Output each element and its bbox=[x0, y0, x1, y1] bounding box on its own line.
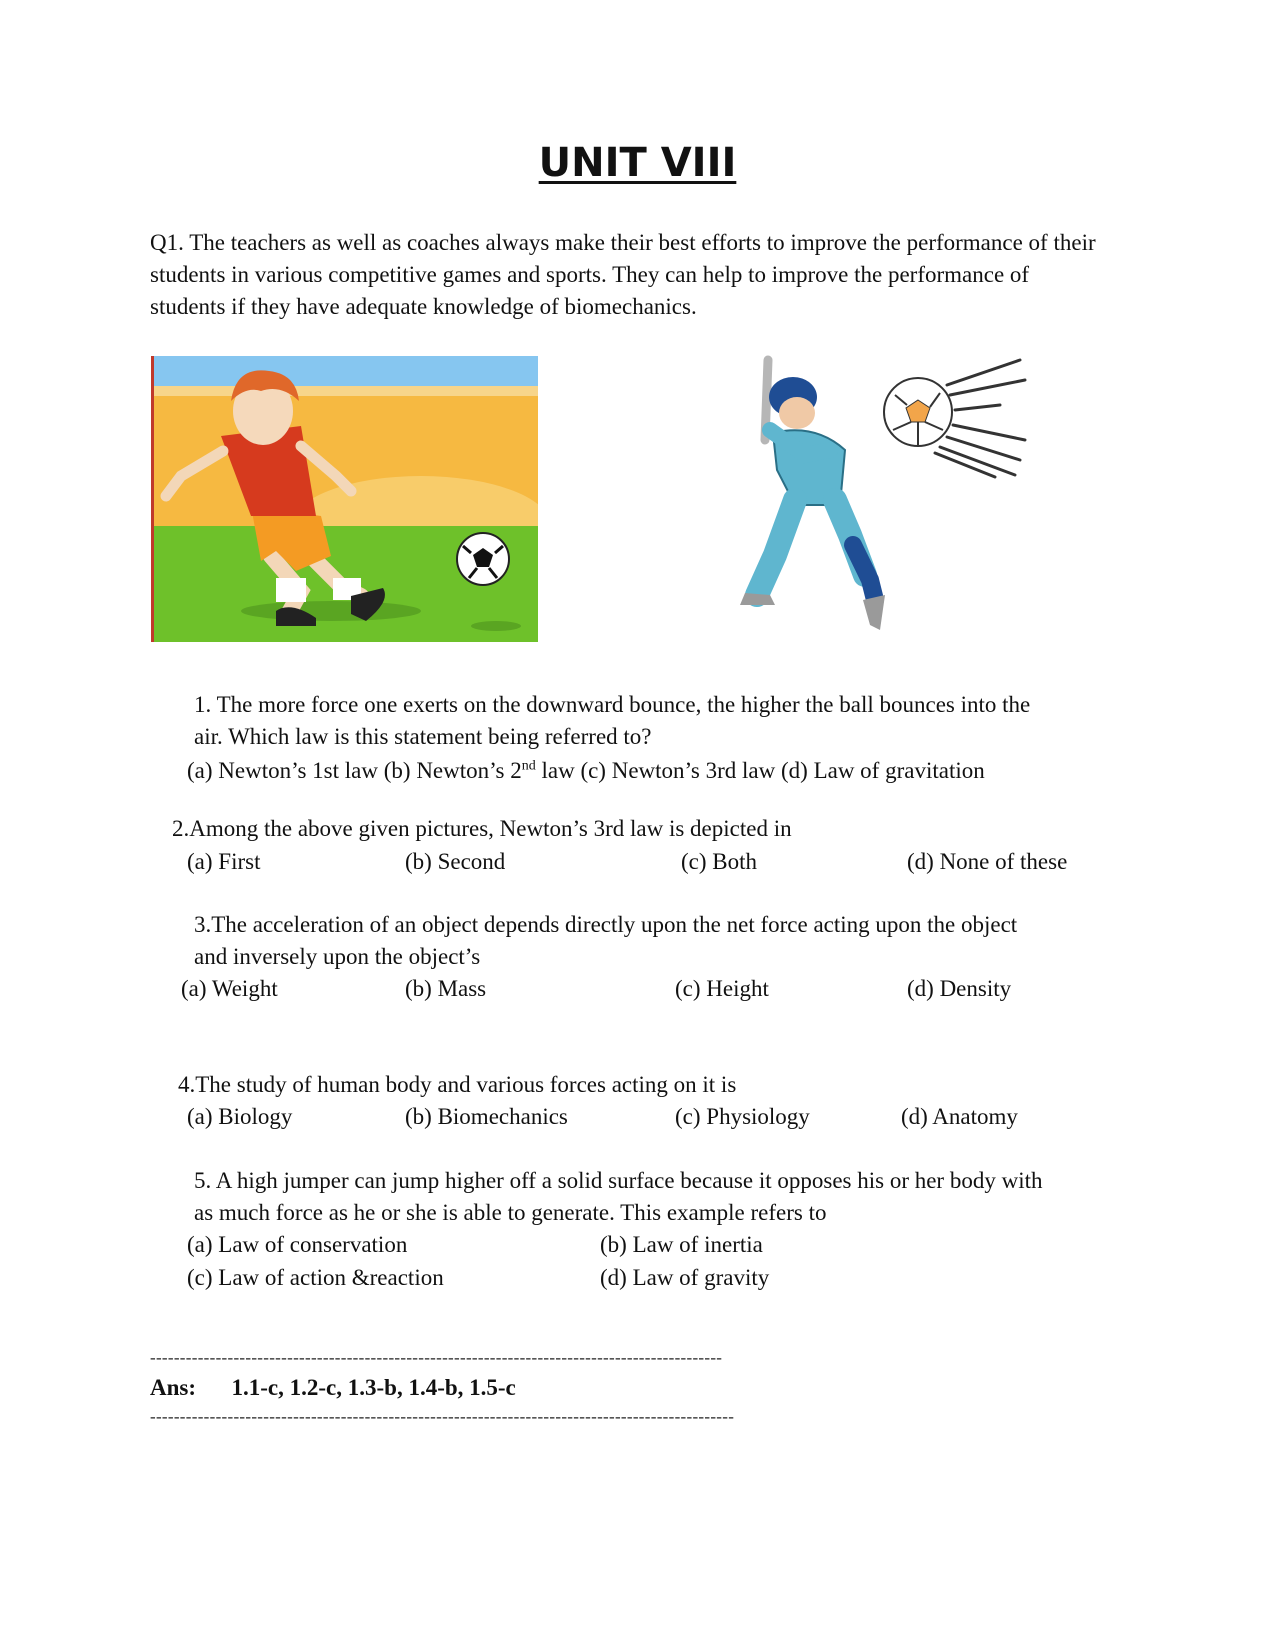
page-title-text: UNIT VIII bbox=[538, 140, 737, 186]
question-1-text-line-1: 1. The more force one exerts on the downward bounce, the higher the ball bounces into the bbox=[194, 692, 1031, 717]
question-3-option-b: (b) Mass bbox=[405, 976, 487, 1001]
question-3-option-a: (a) Weight bbox=[181, 976, 278, 1001]
question-4-option-d: (d) Anatomy bbox=[901, 1104, 1018, 1129]
question-5-option-c: (c) Law of action &reaction bbox=[187, 1265, 444, 1290]
question-2-text: 2.Among the above given pictures, Newton’s 3rd law is depicted in bbox=[172, 816, 792, 841]
question-2-option-c: (c) Both bbox=[681, 849, 758, 874]
question-5-option-b: (b) Law of inertia bbox=[600, 1232, 763, 1257]
question-2-option-a: (a) First bbox=[187, 849, 261, 874]
question-1-text-line-2: air. Which law is this statement being referred to? bbox=[194, 724, 652, 749]
question-4-option-b: (b) Biomechanics bbox=[405, 1104, 568, 1129]
question-1-option-b-text: (b) Newton’s 2 bbox=[383, 758, 522, 783]
baseball-batter-and-ball-illustration bbox=[735, 355, 1065, 655]
divider-top: ------------------------------------------------------------------------------------------------ bbox=[150, 1348, 723, 1367]
answer-text: 1.1-c, 1.2-c, 1.3-b, 1.4-b, 1.5-c bbox=[231, 1375, 516, 1400]
question-4-text: 4.The study of human body and various forces acting on it is bbox=[178, 1072, 737, 1097]
question-3-text-line-2: and inversely upon the object’s bbox=[194, 944, 481, 969]
question-5-text-line-1: 5. A high jumper can jump higher off a solid surface because it opposes his or her body with bbox=[194, 1168, 1043, 1193]
question-3-option-d: (d) Density bbox=[907, 976, 1012, 1001]
question-1-options-rest: law (c) Newton’s 3rd law (d) Law of gravitation bbox=[535, 758, 985, 783]
question-3-option-c: (c) Height bbox=[675, 976, 769, 1001]
question-1-options bbox=[187, 758, 985, 784]
question-1-option-b bbox=[384, 758, 985, 783]
question-5-option-a: (a) Law of conservation bbox=[187, 1232, 408, 1257]
superscript-nd: nd bbox=[521, 758, 536, 774]
question-1-option-a: (a) Newton’s 1st law bbox=[187, 758, 378, 783]
question-4-option-c: (c) Physiology bbox=[675, 1104, 810, 1129]
intro-paragraph: Q1. The teachers as well as coaches always make their best efforts to improve the performance of their students in various competitive games and sports. They can help to improve the performance of students if they have adequate knowledge of biomechanics. bbox=[150, 230, 1096, 319]
boy-kicking-football-illustration bbox=[151, 356, 538, 642]
question-3-text-line-1: 3.The acceleration of an object depends directly upon the net force acting upon the object bbox=[194, 912, 1018, 937]
question-5-text-line-2: as much force as he or she is able to generate. This example refers to bbox=[194, 1200, 827, 1225]
question-5-option-d: (d) Law of gravity bbox=[600, 1265, 770, 1290]
answer-label: Ans: bbox=[150, 1375, 197, 1400]
question-4-option-a: (a) Biology bbox=[187, 1104, 293, 1129]
page-title bbox=[0, 140, 1275, 186]
question-2-option-b: (b) Second bbox=[405, 849, 506, 874]
divider-bottom: -------------------------------------------------------------------------------------------------- bbox=[150, 1407, 735, 1426]
answer-key bbox=[150, 1375, 516, 1401]
question-2-option-d: (d) None of these bbox=[907, 849, 1068, 874]
